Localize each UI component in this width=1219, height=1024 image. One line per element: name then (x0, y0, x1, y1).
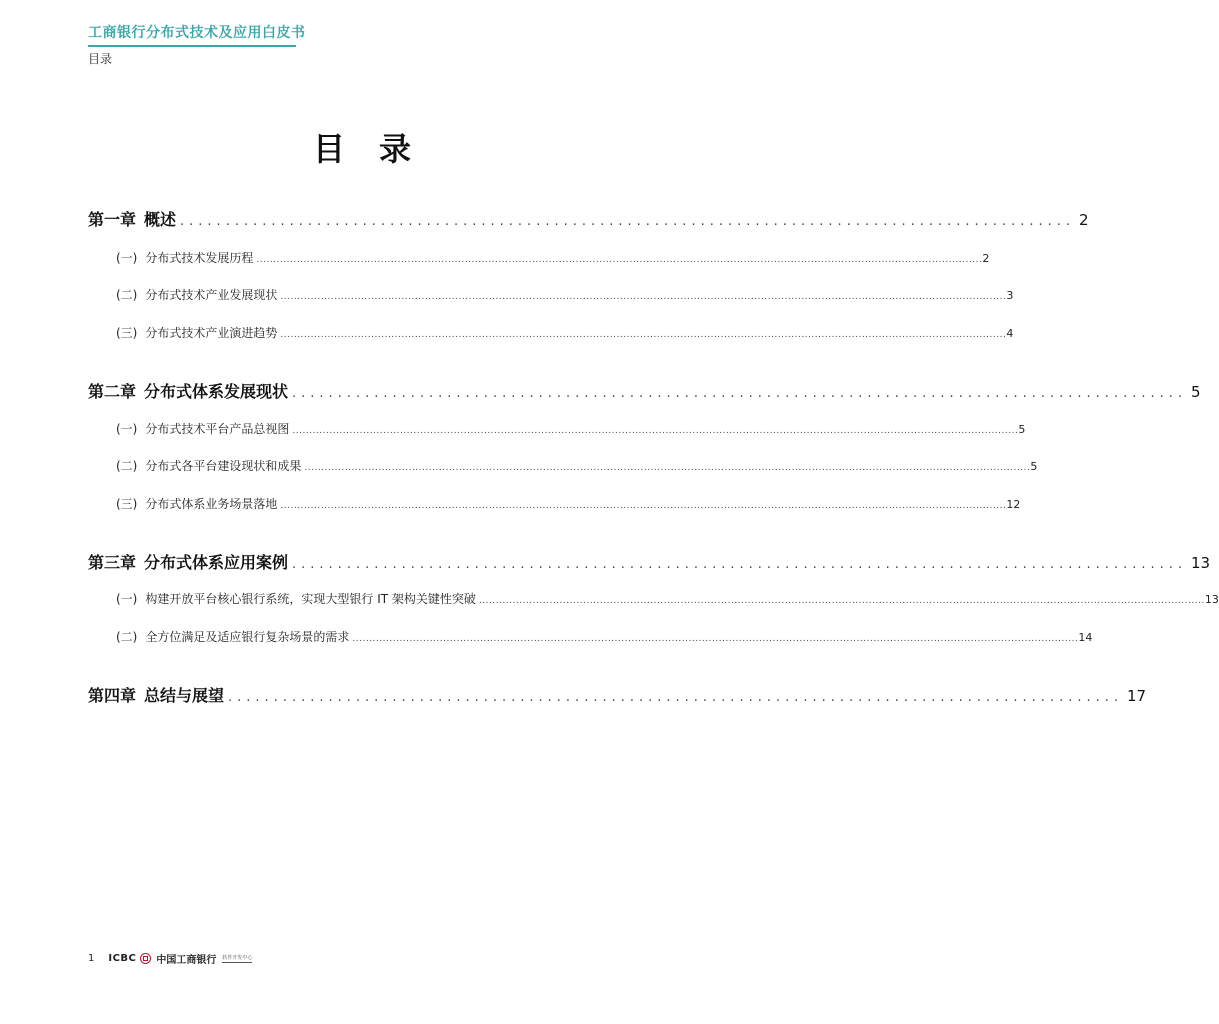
chapter-label: 第三章 (88, 553, 137, 572)
chapter-label: 第二章 (88, 382, 137, 401)
dot-leader: .................................................................................................. (292, 557, 1187, 572)
section-page: 5 (1030, 460, 1038, 473)
header-rule (88, 45, 296, 47)
chapter-page: 2 (1079, 211, 1089, 229)
toc-section-1-1[interactable] (116, 249, 990, 266)
section-number: (一) (116, 422, 138, 436)
header-title: 工商银行分布式技术及应用白皮书 (88, 25, 306, 41)
section-number: (三) (116, 326, 138, 340)
dot-leader: ........................................................................................................................................................................................................................ (304, 463, 1031, 473)
chapter-title: 总结与展望 (144, 686, 225, 705)
section-page: 14 (1078, 631, 1093, 644)
section-page: 12 (1006, 498, 1021, 511)
dot-leader: ........................................................................................................................................................................................................................ (280, 330, 1007, 340)
dot-leader: ........................................................................................................................................................................................................................ (292, 426, 1019, 436)
chapter-title: 概述 (144, 210, 177, 229)
toc-section-2-3[interactable] (116, 495, 1021, 512)
page-number: 1 (88, 953, 95, 964)
bank-name: 中国工商银行 (156, 955, 217, 966)
section-page: 5 (1018, 423, 1026, 436)
toc-section-1-2[interactable] (116, 286, 1014, 303)
section-page: 4 (1006, 327, 1014, 340)
section-number: (二) (116, 630, 138, 644)
section-title: 分布式技术平台产品总视图 (145, 422, 290, 436)
section-page: 3 (1006, 289, 1014, 302)
dot-leader: ........................................................................................................................................................................................................................ (352, 634, 1079, 644)
section-number: (三) (116, 497, 138, 511)
dot-leader: ........................................................................................................................................................................................................................ (478, 596, 1205, 606)
icbc-logo-text: ICBC (108, 953, 137, 964)
toc-section-3-1[interactable] (116, 590, 1219, 607)
chapter-page: 5 (1191, 383, 1201, 401)
dot-leader: ........................................................................................................................................................................................................................ (256, 255, 983, 265)
chapter-page: 17 (1127, 687, 1147, 705)
dot-leader: .................................................................................................. (292, 386, 1187, 401)
toc-chapter-2[interactable] (88, 379, 1201, 402)
toc-chapter-4[interactable] (88, 683, 1147, 706)
department-name: 软件开发中心 (222, 955, 253, 961)
section-title: 分布式体系业务场景落地 (145, 497, 278, 511)
section-number: (二) (116, 288, 138, 302)
toc-section-2-2[interactable] (116, 457, 1038, 474)
section-number: (二) (116, 459, 138, 473)
section-title: 分布式技术产业演进趋势 (145, 326, 278, 340)
dot-leader: .................................................................................................. (228, 690, 1123, 705)
section-title: 分布式各平台建设现状和成果 (145, 459, 302, 473)
section-page: 13 (1204, 593, 1219, 606)
page-footer (88, 951, 252, 966)
toc-section-1-3[interactable] (116, 324, 1014, 341)
section-number: (一) (116, 251, 138, 265)
section-number: (一) (116, 592, 138, 606)
section-page: 2 (982, 252, 990, 265)
running-header (88, 24, 306, 42)
toc-chapter-3[interactable] (88, 550, 1211, 573)
toc-section-3-2[interactable] (116, 628, 1093, 645)
dot-leader: ........................................................................................................................................................................................................................ (280, 292, 1007, 302)
section-title: 分布式技术产业发展现状 (145, 288, 278, 302)
chapter-label: 第四章 (88, 686, 137, 705)
section-title: 全方位满足及适应银行复杂场景的需求 (145, 630, 350, 644)
page-title: 目录 (312, 130, 445, 168)
dot-leader: .................................................................................................. (180, 214, 1075, 229)
header-subtitle: 目录 (88, 52, 113, 66)
chapter-label: 第一章 (88, 210, 137, 229)
icbc-logo-icon (140, 953, 151, 964)
chapter-page: 13 (1191, 554, 1211, 572)
dot-leader: ........................................................................................................................................................................................................................ (280, 501, 1007, 511)
section-title: 分布式技术发展历程 (145, 251, 254, 265)
section-title: 构建开放平台核心银行系统，实现大型银行 IT 架构关键性突破 (145, 592, 476, 606)
toc-chapter-1[interactable] (88, 207, 1089, 230)
chapter-title: 分布式体系应用案例 (144, 553, 289, 572)
toc-section-2-1[interactable] (116, 420, 1026, 437)
chapter-title: 分布式体系发展现状 (144, 382, 289, 401)
